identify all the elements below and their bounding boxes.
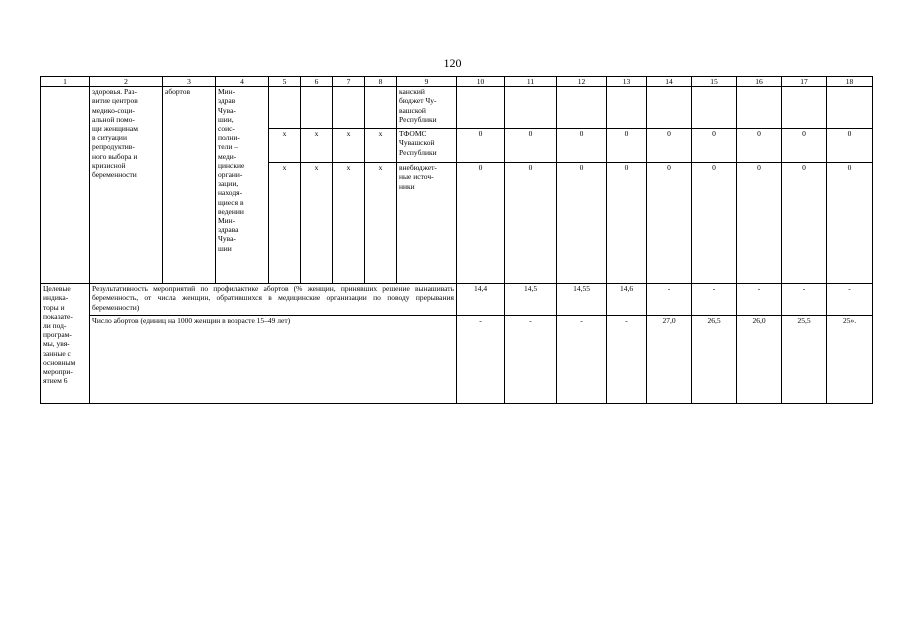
x-cell: x <box>333 129 365 163</box>
value-cell: 0 <box>457 163 505 284</box>
indicators-label: Целевые индика- торы и показате- ли под- програм- мы, увя- занные с основным меропри- ятием 6 <box>41 284 90 404</box>
col-header: 15 <box>692 77 737 87</box>
value-cell <box>782 87 827 129</box>
value-cell <box>607 87 647 129</box>
value-cell: - <box>647 284 692 316</box>
col-header: 5 <box>269 77 301 87</box>
col-header: 12 <box>557 77 607 87</box>
col-header: 9 <box>397 77 457 87</box>
col-header: 10 <box>457 77 505 87</box>
value-cell: 14,5 <box>505 284 557 316</box>
value-cell <box>692 87 737 129</box>
value-cell: - <box>457 316 505 404</box>
col-header: 7 <box>333 77 365 87</box>
empty-cell <box>41 87 90 284</box>
value-cell: 0 <box>557 163 607 284</box>
value-cell: - <box>827 284 873 316</box>
x-cell: x <box>365 163 397 284</box>
value-cell: 0 <box>737 129 782 163</box>
col-header: 1 <box>41 77 90 87</box>
value-cell: 0 <box>557 129 607 163</box>
page-number: 120 <box>443 56 462 70</box>
value-cell: 14,4 <box>457 284 505 316</box>
value-cell: 14,6 <box>607 284 647 316</box>
measure-description: здоровья. Раз- витие центров медико-соци- альной помо- щи женщинам в ситуации репродуктив- ного выбора и кризисной беременности <box>90 87 163 284</box>
value-cell: 0 <box>607 163 647 284</box>
value-cell: 25,5 <box>782 316 827 404</box>
col-header: 2 <box>90 77 163 87</box>
col-header: 8 <box>365 77 397 87</box>
value-cell: 0 <box>647 129 692 163</box>
value-cell: 14,55 <box>557 284 607 316</box>
col-header: 18 <box>827 77 873 87</box>
indicator-text: Результативность мероприятий по профилактике абортов (% женщин, принявших решение вынашивать беременность, от числа женщин, обратившихся в медицинские организации по поводу прерывания беременности) <box>90 284 457 316</box>
x-cell: x <box>269 163 301 284</box>
col-header: 6 <box>301 77 333 87</box>
value-cell: 0 <box>647 163 692 284</box>
col-header: 3 <box>163 77 216 87</box>
value-cell: - <box>607 316 647 404</box>
value-cell <box>557 87 607 129</box>
col-header: 14 <box>647 77 692 87</box>
indicator-text: Число абортов (единиц на 1000 женщин в возрасте 15–49 лет) <box>90 316 457 404</box>
value-cell: - <box>692 284 737 316</box>
value-cell: 27,0 <box>647 316 692 404</box>
funding-source: ТФОМС Чувашской Республики <box>397 129 457 163</box>
table-row <box>41 316 873 404</box>
funding-source: внебюджет- ные источ- ники <box>397 163 457 284</box>
value-cell: 0 <box>737 163 782 284</box>
value-cell: 0 <box>827 129 873 163</box>
column-number-row <box>41 77 873 87</box>
col-header: 16 <box>737 77 782 87</box>
x-cell: x <box>365 129 397 163</box>
value-cell: - <box>505 316 557 404</box>
funding-source: канский бюджет Чу- вашской Республики <box>397 87 457 129</box>
x-cell <box>365 87 397 129</box>
value-cell <box>827 87 873 129</box>
x-cell <box>301 87 333 129</box>
value-cell: 0 <box>505 163 557 284</box>
value-cell: 0 <box>457 129 505 163</box>
x-cell: x <box>301 163 333 284</box>
value-cell: 0 <box>782 129 827 163</box>
col-header: 4 <box>216 77 269 87</box>
value-cell: 0 <box>782 163 827 284</box>
program-table <box>40 76 873 404</box>
value-cell: 0 <box>692 129 737 163</box>
x-cell: x <box>269 129 301 163</box>
responsible-executor: Мин- здрав Чува- шии, соис- полни- тели – меди- цинские органи- зации, находя- щиеся в ведении Мин- здрава Чува- шии <box>216 87 269 284</box>
value-cell: 0 <box>692 163 737 284</box>
value-cell: 26,5 <box>692 316 737 404</box>
value-cell: 0 <box>505 129 557 163</box>
value-cell <box>457 87 505 129</box>
value-cell: 26,0 <box>737 316 782 404</box>
x-cell <box>269 87 301 129</box>
value-cell <box>505 87 557 129</box>
col-header: 17 <box>782 77 827 87</box>
col-header: 11 <box>505 77 557 87</box>
table-row <box>41 284 873 316</box>
value-cell: 0 <box>607 129 647 163</box>
measure-target: абортов <box>163 87 216 284</box>
table-row <box>41 87 873 129</box>
value-cell <box>647 87 692 129</box>
col-header: 13 <box>607 77 647 87</box>
x-cell: x <box>301 129 333 163</box>
value-cell: 25». <box>827 316 873 404</box>
value-cell: - <box>737 284 782 316</box>
value-cell: 0 <box>827 163 873 284</box>
x-cell <box>333 87 365 129</box>
value-cell <box>737 87 782 129</box>
value-cell: - <box>782 284 827 316</box>
value-cell: - <box>557 316 607 404</box>
x-cell: x <box>333 163 365 284</box>
